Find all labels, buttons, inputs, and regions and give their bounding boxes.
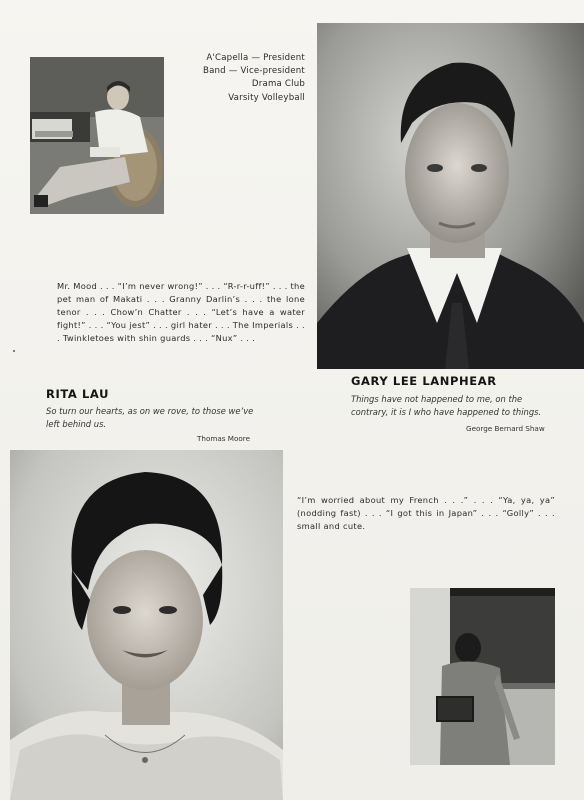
rita-bio-text: “I’m worried about my French . . .” . . . “Ya, ya, ya” (nodding fast) . . . “I got this in Japan” . . . “Golly” . . . small and cute. (297, 495, 555, 531)
activity-item: Varsity Volleyball (228, 92, 305, 103)
print-speck (13, 350, 15, 352)
portrait-rita-lau (10, 450, 283, 800)
candid-photo-student-at-chalkboard (410, 588, 555, 765)
activity-item: Band — Vice-president (202, 66, 305, 77)
gary-activities-list (180, 52, 305, 105)
gary-quote-attribution: George Bernard Shaw (466, 424, 545, 433)
gary-bio-text: Mr. Mood . . . “I’m never wrong!” . . . “R-r-r-uff!” . . . the pet man of Makati . . . Granny Darlin’s . . . the lone tenor . . . Chow’n Chatter . . . “Let’s have a water fight!” . . . “You jest” . . . girl hater . . . The Imperials . . . Twinkletoes with shin guards . . . “Nux” . . . (57, 281, 305, 343)
activity-item: Drama Club (251, 79, 305, 90)
gary-quote: Things have not happened to me, on the contrary, it is I who have happened to things. (351, 394, 542, 417)
gary-name-heading: GARY LEE LANPHEAR (351, 374, 497, 388)
activity-item: A'Capella — President (206, 53, 305, 63)
rita-quote-attribution: Thomas Moore (197, 434, 250, 443)
rita-quote: So turn our hearts, as on we rove, to those we’ve left behind us. (46, 406, 254, 429)
candid-photo-seated-student (30, 57, 164, 214)
portrait-gary-lanphear (317, 23, 584, 369)
rita-name-heading: RITA LAU (46, 387, 110, 401)
